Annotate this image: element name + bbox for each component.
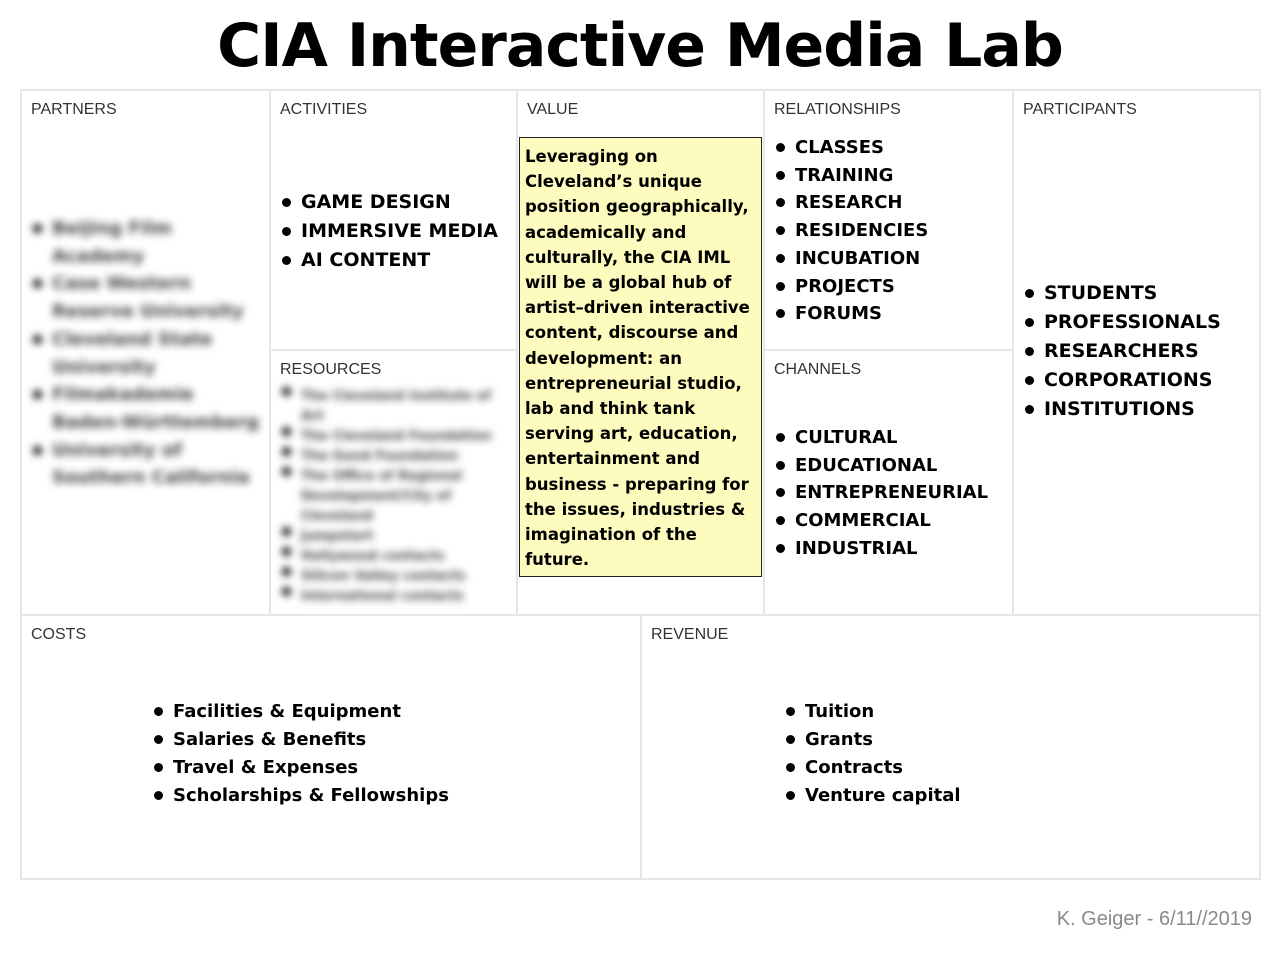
- participants-label: PARTICIPANTS: [1023, 101, 1137, 118]
- activities-list: [279, 188, 498, 275]
- list-item: RESEARCHERS: [1022, 337, 1221, 366]
- partners-list: [30, 215, 260, 492]
- list-item: Case Western Reserve University: [30, 270, 260, 325]
- list-item: EDUCATIONAL: [773, 452, 988, 480]
- costs-cell: [20, 614, 642, 880]
- list-item: University of Southern California: [30, 437, 260, 492]
- relationships-cell: [763, 89, 1014, 351]
- costs-label: COSTS: [31, 626, 87, 643]
- list-item: AI CONTENT: [279, 246, 498, 275]
- page-title: CIA Interactive Media Lab: [217, 11, 1063, 81]
- partners-label: PARTNERS: [31, 101, 117, 118]
- list-item: The Cleveland Institute of Art: [279, 387, 509, 427]
- list-item: GAME DESIGN: [279, 188, 498, 217]
- list-item: Scholarships & Fellowships: [151, 782, 449, 810]
- list-item: IMMERSIVE MEDIA: [279, 217, 498, 246]
- channels-list: [773, 424, 988, 563]
- list-item: Jumpstart: [279, 527, 509, 547]
- list-item: The Office of Regional Development/City of Cleveland: [279, 467, 509, 527]
- list-item: Silicon Valley contacts: [279, 567, 509, 587]
- list-item: Beijing Film Academy: [30, 215, 260, 270]
- list-item: Travel & Expenses: [151, 754, 449, 782]
- list-item: Cleveland State University: [30, 326, 260, 381]
- activities-cell: [269, 89, 518, 351]
- list-item: Grants: [783, 726, 961, 754]
- list-item: CULTURAL: [773, 424, 988, 452]
- list-item: ENTREPRENEURIAL: [773, 479, 988, 507]
- author-signature: K. Geiger - 6/11//2019: [1056, 908, 1252, 930]
- revenue-list: [783, 698, 961, 810]
- participants-cell: [1012, 89, 1261, 616]
- costs-list: [151, 698, 449, 810]
- list-item: INDUSTRIAL: [773, 535, 988, 563]
- list-item: COMMERCIAL: [773, 507, 988, 535]
- resources-list: [279, 387, 509, 547]
- resources-cell: [269, 349, 518, 616]
- list-item: Hollywood contacts: [279, 547, 509, 567]
- revenue-cell: [640, 614, 1261, 880]
- list-item: Salaries & Benefits: [151, 726, 449, 754]
- list-item: RESEARCH: [773, 189, 928, 217]
- list-item: CLASSES: [773, 134, 928, 162]
- partners-cell: [20, 89, 271, 616]
- participants-list: [1022, 279, 1221, 424]
- list-item: International contacts: [279, 587, 509, 607]
- list-item: TRAINING: [773, 162, 928, 190]
- list-item: Tuition: [783, 698, 961, 726]
- list-item: PROJECTS: [773, 273, 928, 301]
- list-item: INSTITUTIONS: [1022, 395, 1221, 424]
- list-item: The Cleveland Foundation: [279, 427, 509, 447]
- value-proposition-note: Leveraging on Cleveland’s unique position geographically, academically and culturally, the CIA IML will be a global hub of artist–driven interactive content, discourse and development: an entrepreneurial studio, lab and think tank serving art, education, entertainment and business - preparing for the issues, industries & imagination of the future.: [519, 137, 762, 577]
- list-item: PROFESSIONALS: [1022, 308, 1221, 337]
- channels-cell: [763, 349, 1014, 616]
- channels-label: CHANNELS: [774, 361, 862, 378]
- relationships-label: RELATIONSHIPS: [774, 101, 901, 118]
- list-item: Filmakademie Baden-Württemberg: [30, 381, 260, 436]
- list-item: CORPORATIONS: [1022, 366, 1221, 395]
- list-item: INCUBATION: [773, 245, 928, 273]
- list-item: Contracts: [783, 754, 961, 782]
- revenue-label: REVENUE: [651, 626, 729, 643]
- value-label: VALUE: [527, 101, 579, 118]
- relationships-list: [773, 134, 928, 328]
- list-item: STUDENTS: [1022, 279, 1221, 308]
- activities-label: ACTIVITIES: [280, 101, 368, 118]
- resources-list-contacts: [279, 547, 509, 607]
- list-item: Venture capital: [783, 782, 961, 810]
- list-item: FORUMS: [773, 300, 928, 328]
- list-item: RESIDENCIES: [773, 217, 928, 245]
- list-item: Facilities & Equipment: [151, 698, 449, 726]
- resources-label: RESOURCES: [280, 361, 382, 378]
- list-item: The Gund Foundation: [279, 447, 509, 467]
- business-model-canvas: [20, 89, 1261, 880]
